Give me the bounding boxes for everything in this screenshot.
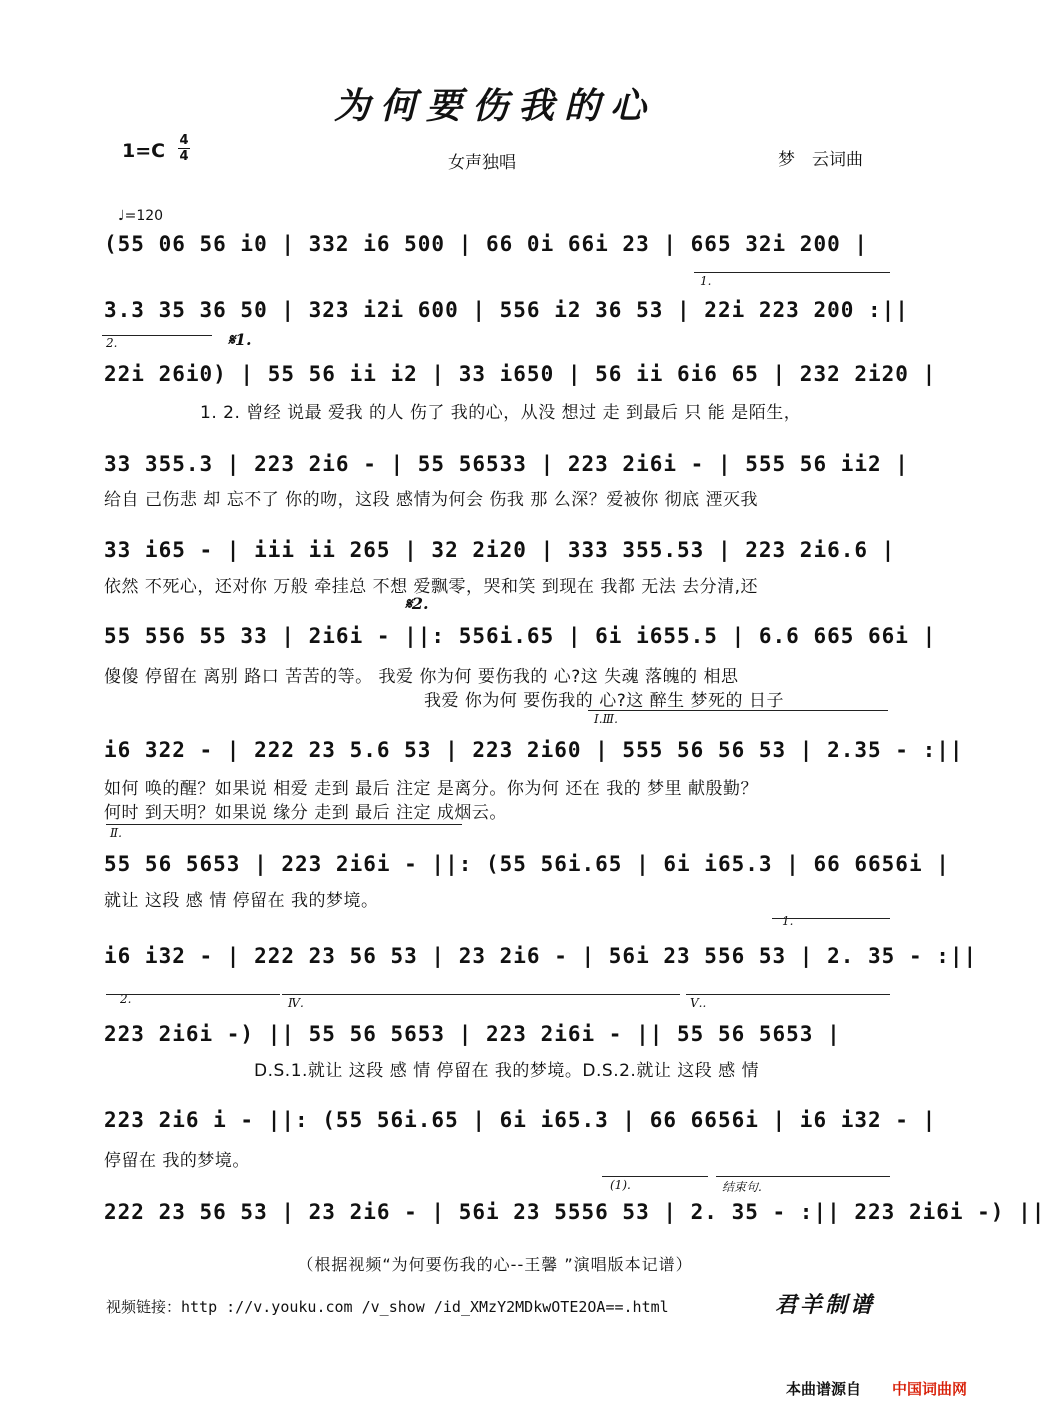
transcription-note: （根据视频“为何要伤我的心--王馨 ”演唱版本记谱） — [297, 1255, 693, 1274]
time-signature — [178, 134, 190, 163]
lyric-line-5: 依然 不死心，还对你 万般 牵挂总 不想 爱飘零，哭和笑 到现在 我都 无法 去分清,还 — [104, 577, 759, 597]
volta-bracket — [772, 918, 890, 919]
lyric-line-10: D.S.1.就让 这段 感 情 停留在 我的梦境。D.S.2.就让 这段 感 情 — [254, 1061, 760, 1081]
music-line-11: 223 2i6 i - ||: (55 56i.65 | 6i i65.3 | 66 6656i | i6 i32 - | — [104, 1108, 937, 1132]
lyric-line-6: 傻傻 停留在 离别 路口 苦苦的等。 我爱 你为何 要伤我的 心?这 失魂 落魄的 相思 — [104, 667, 739, 687]
lyric-line-11: 停留在 我的梦境。 — [104, 1151, 250, 1171]
volta-second-ending-b: 2. — [120, 992, 132, 1006]
volta-first-ending: 1. — [700, 274, 712, 288]
meter-top: 4 — [179, 133, 189, 148]
lyric-line-4: 给自 己伤悲 却 忘不了 你的吻，这段 感情为何会 伤我 那 么深？爱被你 彻底 湮灭我 — [104, 490, 759, 510]
volta-bracket — [282, 994, 680, 995]
music-line-5: 33 i65 - | iii ii 265 | 32 2i20 | 333 355.53 | 223 2i6.6 | — [104, 538, 896, 562]
music-line-12: 222 23 56 53 | 23 2i6 - | 56i 23 5556 53 | 2. 35 - :|| 223 2i6i -) || — [104, 1200, 1045, 1224]
key-signature: 1=C — [122, 140, 166, 162]
volta-one-three: Ⅰ.Ⅲ. — [594, 712, 618, 726]
music-line-9: i6 i32 - | 222 23 56 53 | 23 2i6 - | 56i 23 556 53 | 2. 35 - :|| — [104, 944, 978, 968]
tempo-marking: ♩=120 — [118, 208, 164, 224]
lyric-line-7: 如何 唤的醒？如果说 相爱 走到 最后 注定 是离分。你为何 还在 我的 梦里 献殷勤？ — [104, 779, 759, 799]
music-line-8: 55 56 5653 | 223 2i6i - ||: (55 56i.65 | 6i i65.3 | 66 6656i | — [104, 852, 950, 876]
music-line-10: 223 2i6i -) || 55 56 5653 | 223 2i6i - || 55 56 5653 | — [104, 1022, 841, 1046]
volta-bracket — [716, 1176, 890, 1177]
lyric-line-7b: 何时 到天明？如果说 缘分 走到 最后 注定 成烟云。 — [104, 803, 507, 823]
volta-paren-one: (1). — [610, 1178, 631, 1192]
volta-first-ending-b: 1. — [782, 914, 794, 928]
segno-mark-2: 𝄋2. — [405, 594, 429, 613]
meter-bottom: 4 — [179, 149, 189, 164]
lyric-line-8: 就让 这段 感 情 停留在 我的梦境。 — [104, 891, 379, 911]
music-line-6: 55 556 55 33 | 2i6i - ||: 556i.65 | 6i i655.5 | 6.6 665 66i | — [104, 624, 937, 648]
source-label: 本曲谱源自 — [786, 1380, 862, 1398]
volta-two: Ⅱ. — [110, 826, 122, 840]
volta-second-ending: 2. — [106, 336, 118, 350]
video-link[interactable]: 视频链接：http ://v.youku.com /v_show /id_XMzY2MDkwOTE2OA==.html — [106, 1298, 669, 1316]
volta-bracket — [694, 272, 890, 273]
composer-credit: 梦 云词曲 — [778, 150, 863, 170]
volta-bracket — [588, 710, 888, 711]
voice-type: 女声独唱 — [448, 153, 516, 173]
music-line-3: 22i 26i0) | 55 56 ii i2 | 33 i650 | 56 ii 6i6 65 | 232 2i20 | — [104, 362, 937, 386]
music-line-7: i6 322 - | 222 23 5.6 53 | 223 2i60 | 555 56 56 53 | 2.35 - :|| — [104, 738, 964, 762]
music-line-2: 3.3 35 36 50 | 323 i2i 600 | 556 i2 36 53 | 22i 223 200 :|| — [104, 298, 909, 322]
ending-phrase-label: 结束句. — [722, 1180, 762, 1194]
lyric-line-6b: 我爱 你为何 要伤我的 心?这 醉生 梦死的 日子 — [424, 691, 784, 711]
volta-five: Ⅴ.. — [690, 996, 707, 1010]
source-site-link[interactable]: 中国词曲网 — [892, 1380, 968, 1398]
volta-bracket — [106, 824, 462, 825]
volta-four: Ⅳ. — [288, 996, 304, 1010]
music-line-4: 33 355.3 | 223 2i6 - | 55 56533 | 223 2i6i - | 555 56 ii2 | — [104, 452, 909, 476]
transcriber-signature: 君羊制谱 — [775, 1292, 876, 1318]
score-title: 为何要伤我的心 — [333, 85, 656, 127]
volta-bracket — [102, 335, 212, 336]
volta-bracket — [602, 1176, 708, 1177]
volta-bracket — [686, 994, 890, 995]
segno-mark-1: 𝄋1. — [228, 330, 252, 349]
volta-bracket — [106, 994, 280, 995]
lyric-line-3: 1. 2. 曾经 说最 爱我 的人 伤了 我的心，从没 想过 走 到最后 只 能 是陌生， — [200, 403, 802, 423]
music-line-1: (55 06 56 i0 | 332 i6 500 | 66 0i 66i 23 | 665 32i 200 | — [104, 232, 869, 256]
